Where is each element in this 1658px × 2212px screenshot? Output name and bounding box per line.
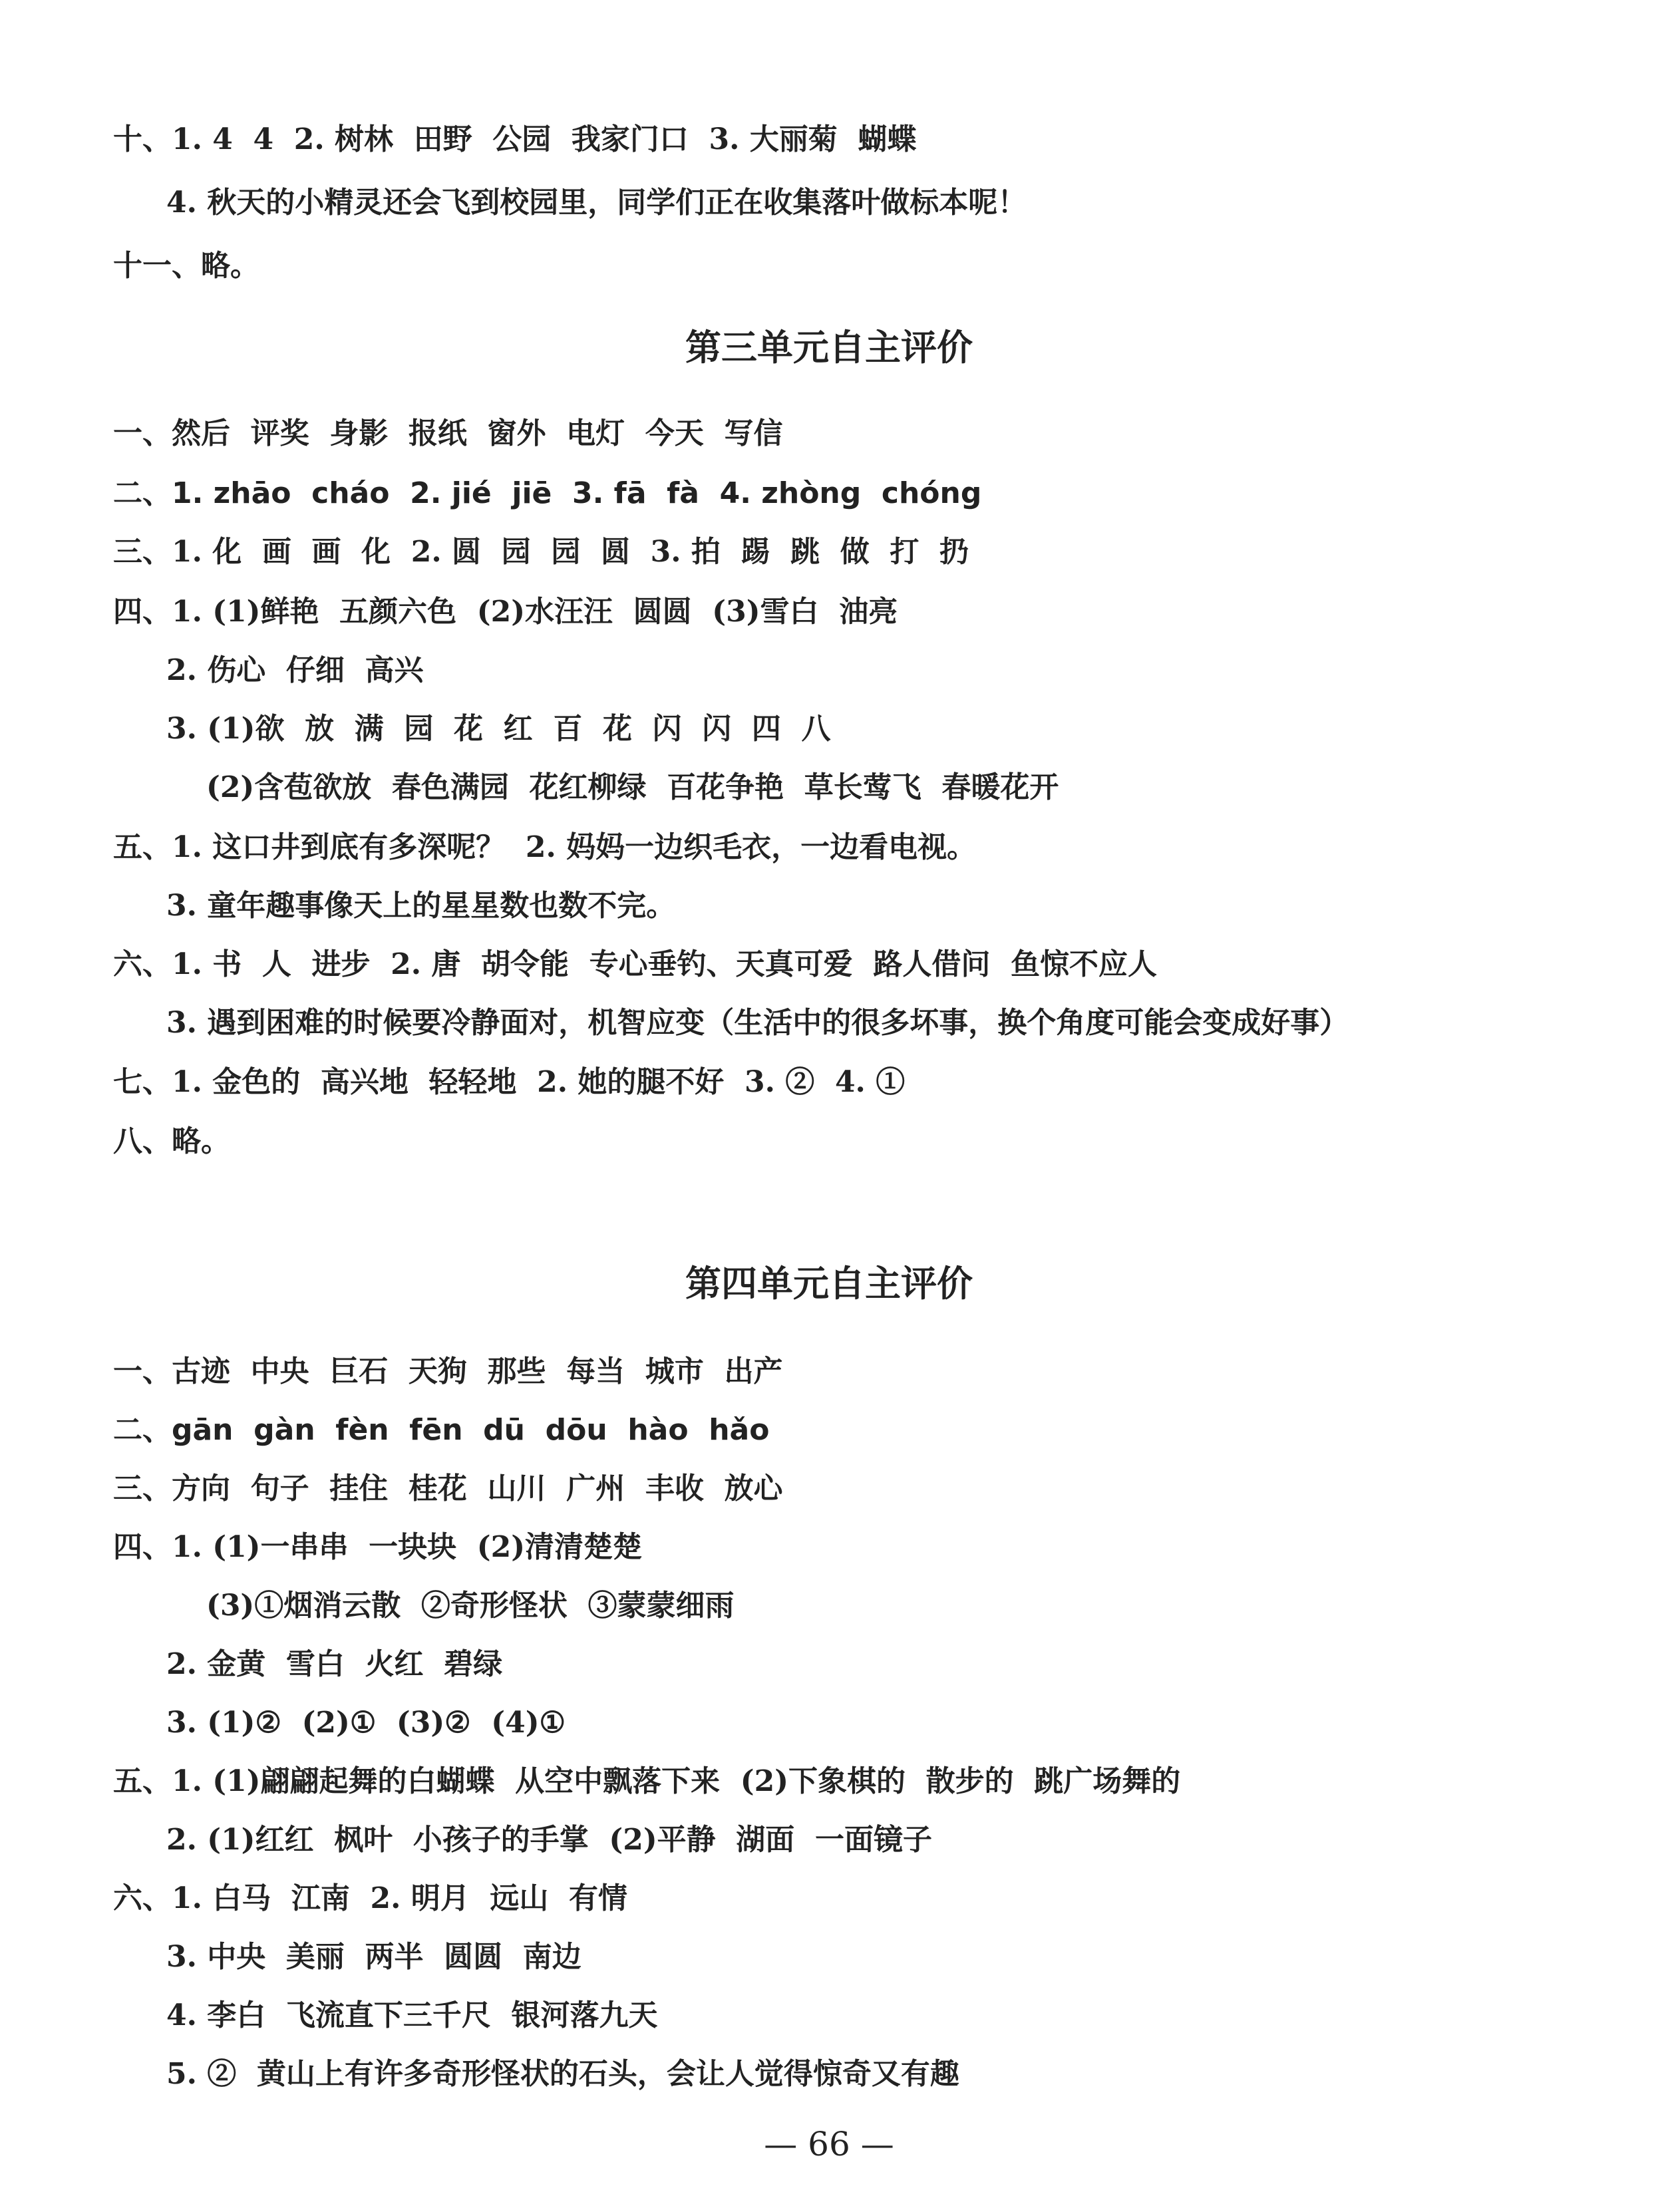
u4-answer-6-4: 4. 李白 飞流直下三千尺 银河落九天 (166, 1998, 658, 2032)
answer-line-11: 十一、略。 (113, 249, 259, 283)
u4-answer-4-2: 2. 金黄 雪白 火红 碧绿 (166, 1647, 503, 1681)
u3-answer-5-3: 3. 童年趣事像天上的星星数也数不完。 (166, 889, 676, 923)
u3-answer-2: 二、1. zhāo cháo 2. jié jiē 3. fā fà 4. zhòng chóng (113, 476, 982, 510)
u4-answer-6-1: 六、1. 白马 江南 2. 明月 远山 有情 (113, 1881, 628, 1915)
u3-answer-4-3-2: (2)含苞欲放 春色满园 花红柳绿 百花争艳 草长莺飞 春暖花开 (206, 770, 1059, 804)
u4-answer-1: 一、古迹 中央 巨石 天狗 那些 每当 城市 出产 (113, 1354, 783, 1388)
u3-answer-7: 七、1. 金色的 高兴地 轻轻地 2. 她的腿不好 3. ② 4. ① (113, 1065, 906, 1099)
u3-answer-8: 八、略。 (113, 1124, 230, 1158)
u4-answer-2: 二、gān gàn fèn fēn dū dōu hào hǎo (113, 1413, 770, 1447)
answer-line-10: 十、1. 4 4 2. 树林 田野 公园 我家门口 3. 大丽菊 蝴蝶 (113, 122, 917, 156)
u3-answer-4-2: 2. 伤心 仔细 高兴 (166, 653, 424, 687)
section-title-unit4: 第四单元自主评价 (685, 1263, 973, 1305)
u4-answer-5-1: 五、1. (1)翩翩起舞的白蝴蝶 从空中飘落下来 (2)下象棋的 散步的 跳广场舞的 (113, 1764, 1181, 1798)
u4-answer-3: 三、方向 句子 挂住 桂花 山川 广州 丰收 放心 (113, 1472, 783, 1505)
u4-answer-6-5: 5. ② 黄山上有许多奇形怪状的石头，会让人觉得惊奇又有趣 (166, 2057, 959, 2091)
u3-answer-1: 一、然后 评奖 身影 报纸 窗外 电灯 今天 写信 (113, 416, 783, 450)
u3-answer-6-3: 3. 遇到困难的时候要冷静面对，机智应变（生活中的很多坏事，换个角度可能会变成好事） (166, 1006, 1349, 1040)
answer-line-10-4: 4. 秋天的小精灵还会飞到校园里，同学们正在收集落叶做标本呢！ (166, 186, 1027, 220)
u4-answer-6-3: 3. 中央 美丽 两半 圆圆 南边 (166, 1940, 581, 1974)
u3-answer-6-1: 六、1. 书 人 进步 2. 唐 胡令能 专心垂钓、天真可爱 路人借问 鱼惊不应人 (113, 947, 1157, 981)
u4-answer-5-2: 2. (1)红红 枫叶 小孩子的手掌 (2)平静 湖面 一面镜子 (166, 1823, 932, 1857)
page-number: — 66 — (764, 2125, 894, 2163)
u4-answer-4-1: 四、1. (1)一串串 一块块 (2)清清楚楚 (113, 1530, 643, 1564)
u3-answer-5-1: 五、1. 这口井到底有多深呢？ 2. 妈妈一边织毛衣，一边看电视。 (113, 830, 977, 864)
u3-answer-3: 三、1. 化 画 画 化 2. 圆 园 园 圆 3. 拍 踢 跳 做 打 扔 (113, 535, 969, 569)
u4-answer-4-1-3: (3)①烟消云散 ②奇形怪状 ③蒙蒙细雨 (206, 1589, 735, 1623)
u4-answer-4-3: 3. (1)② (2)① (3)② (4)① (166, 1706, 566, 1740)
section-title-unit3: 第三单元自主评价 (685, 327, 973, 369)
u3-answer-4-3-1: 3. (1)欲 放 满 园 花 红 百 花 闪 闪 四 八 (166, 712, 831, 746)
u3-answer-4-1: 四、1. (1)鲜艳 五颜六色 (2)水汪汪 圆圆 (3)雪白 油亮 (113, 595, 898, 629)
